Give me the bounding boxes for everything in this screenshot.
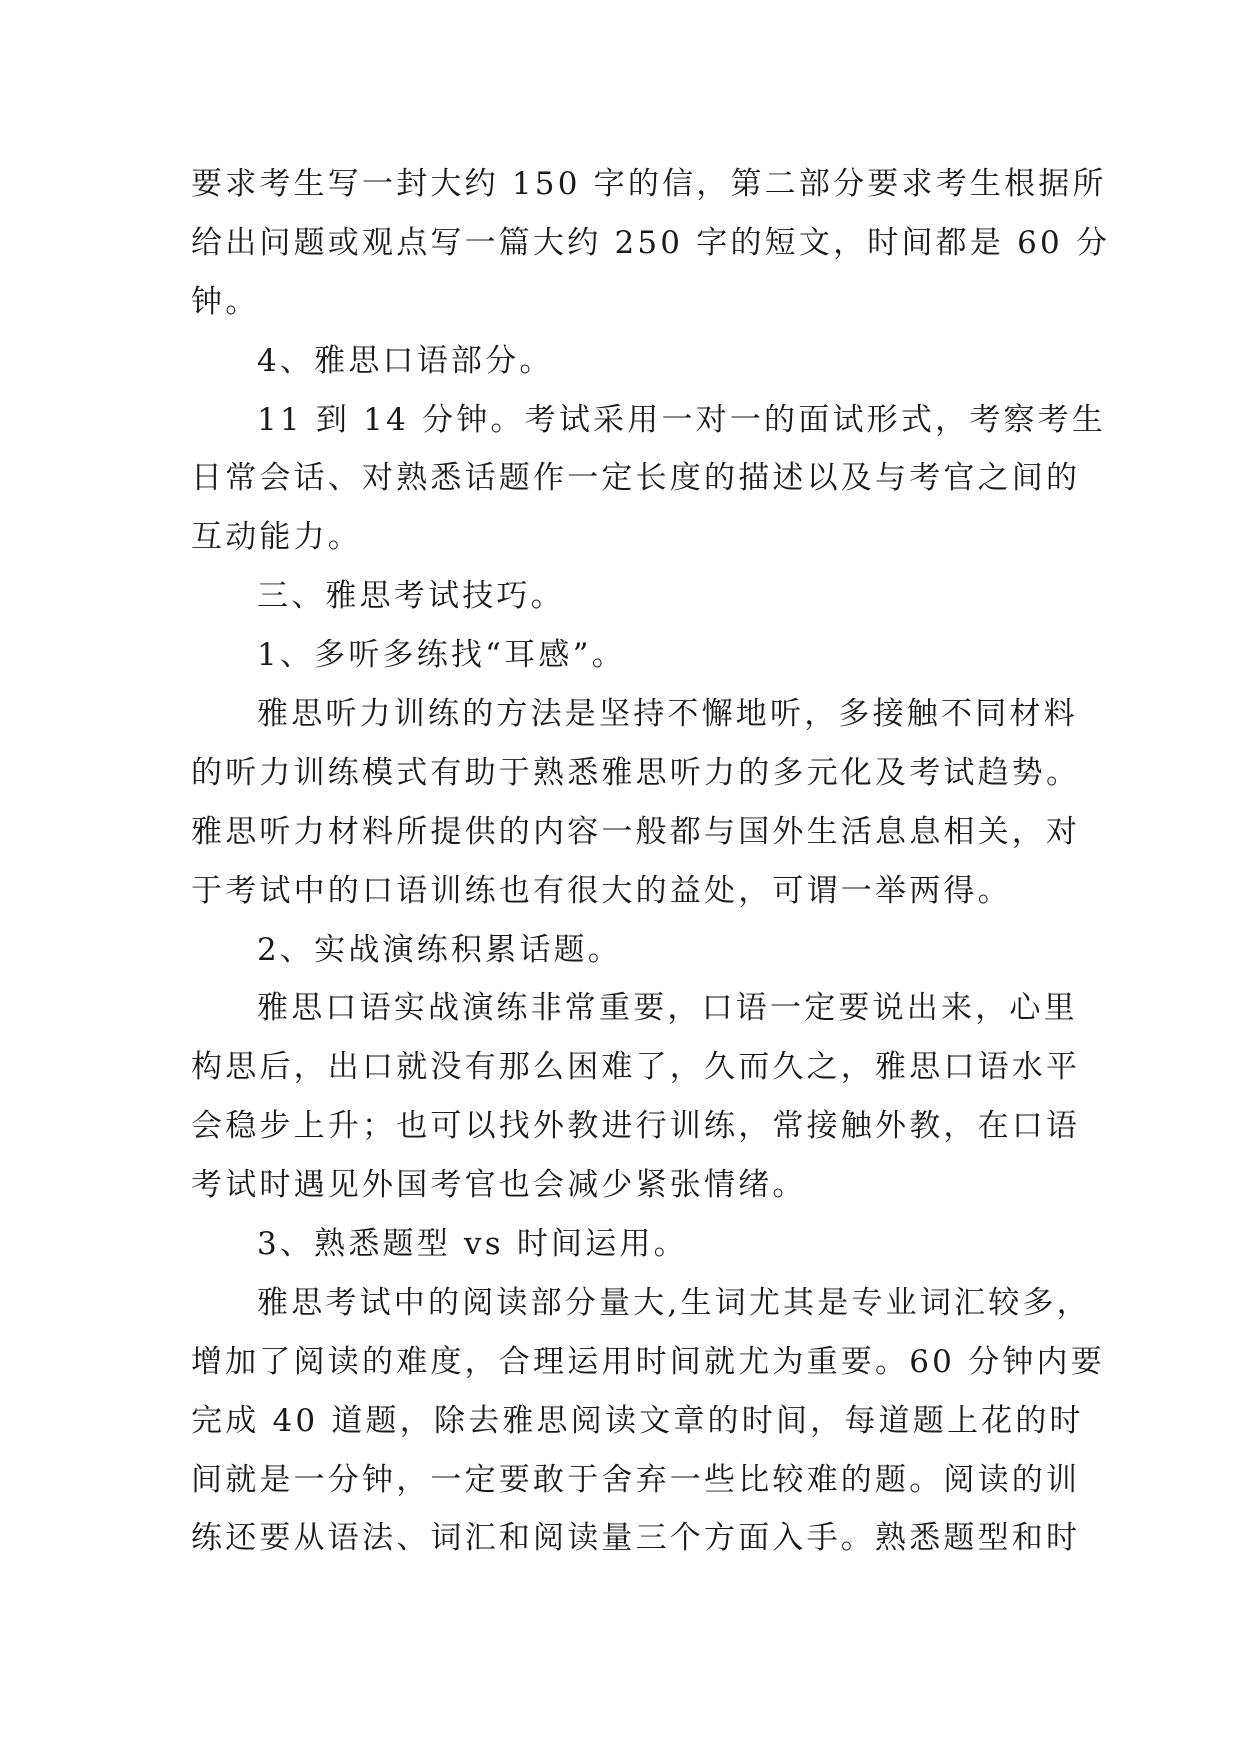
- text-line: 间就是一分钟，一定要敢于舍弃一些比较难的题。阅读的训: [191, 1461, 1081, 1498]
- document-body: [191, 155, 1111, 1568]
- section-heading: 三、雅思考试技巧。: [257, 578, 565, 615]
- text-line: 完成 40 道题，除去雅思阅读文章的时间，每道题上花的时: [191, 1402, 1084, 1439]
- text-line: 的听力训练模式有助于熟悉雅思听力的多元化及考试趋势。: [191, 754, 1081, 791]
- text-line: 给出问题或观点写一篇大约 250 字的短文，时间都是 60 分: [191, 224, 1111, 261]
- text-line: 增加了阅读的难度，合理运用时间就尤为重要。60 分钟内要: [191, 1343, 1105, 1380]
- text-line: 构思后，出口就没有那么困难了，久而久之，雅思口语水平: [191, 1049, 1081, 1086]
- section-heading: 4、雅思口语部分。: [257, 342, 554, 379]
- text-line: 钟。: [191, 283, 260, 320]
- text-line: 要求考生写一封大约 150 字的信，第二部分要求考生根据所: [191, 166, 1107, 202]
- text-line: 雅思听力材料所提供的内容一般都与国外生活息息相关，对: [191, 813, 1081, 850]
- section-heading: 3、熟悉题型 vs 时间运用。: [257, 1226, 688, 1263]
- text-line: 雅思听力训练的方法是坚持不懈地听，多接触不同材料: [257, 696, 1078, 733]
- section-heading: 2、实战演练积累话题。: [257, 931, 622, 968]
- text-line: 会稳步上升；也可以找外教进行训练，常接触外教，在口语: [191, 1108, 1081, 1145]
- text-line: 互动能力。: [191, 519, 362, 556]
- text-line: 11 到 14 分钟。考试采用一对一的面试形式，考察考生: [257, 401, 1107, 438]
- text-line: 考试时遇见外国考官也会减少紧张情绪。: [191, 1167, 807, 1204]
- section-heading: 1、多听多练找“耳感”。: [257, 637, 626, 674]
- text-line: 雅思考试中的阅读部分量大,生词尤其是专业词汇较多，: [257, 1284, 1091, 1321]
- text-line: 雅思口语实战演练非常重要，口语一定要说出来，心里: [257, 990, 1078, 1027]
- text-line: 练还要从语法、词汇和阅读量三个方面入手。熟悉题型和时: [191, 1520, 1081, 1557]
- text-line: 日常会话、对熟悉话题作一定长度的描述以及与考官之间的: [191, 460, 1081, 497]
- text-line: 于考试中的口语训练也有很大的益处，可谓一举两得。: [191, 872, 1012, 909]
